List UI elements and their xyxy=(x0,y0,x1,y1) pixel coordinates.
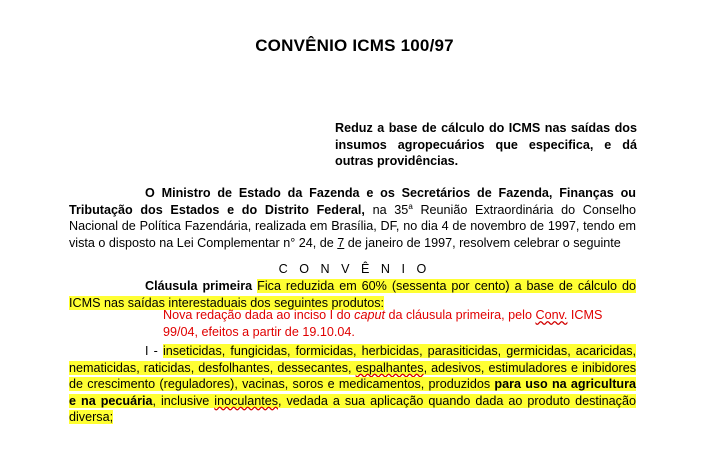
inciso-part-3: , inclusive xyxy=(152,393,215,408)
note-part-2: da cláusula primeira, pelo xyxy=(384,308,536,322)
convenio-heading: C O N V Ê N I O xyxy=(278,262,431,276)
preambulo xyxy=(69,185,636,251)
preambulo-bold: O Ministro de Estado da Fazenda e os Secretários de Fazenda, Finanças ou Tributação dos Estados e do Distrito Federal, xyxy=(69,186,636,217)
inciso-part-1: inseticidas, fungicidas, formicidas, herbicidas, parasiticidas, germicidas, acaricidas, nematicidas, raticidas, desfolhantes, dessecantes, xyxy=(69,344,636,375)
clausula-primeira-label: Cláusula primeira xyxy=(145,279,253,293)
preambulo-ordinal: a xyxy=(408,201,413,211)
inciso-part-4: , vedada a sua aplicação quando dada ao produto destinação diversa; xyxy=(69,393,636,424)
note-caput: caput xyxy=(354,308,385,322)
inciso-numeral: I - xyxy=(145,344,158,358)
document-title: CONVÊNIO ICMS 100/97 xyxy=(255,36,454,55)
redacao-note xyxy=(163,307,636,340)
note-part-1: Nova redação dada ao inciso I do xyxy=(163,308,355,322)
clausula-primeira-text: Fica reduzida em 60% (sessenta por cento) a base de cálculo do ICMS nas saídas interestaduais dos seguintes produtos: xyxy=(69,279,637,310)
inciso-part-2: , adesivos, estimuladores e inibidores de crescimento (reguladores), vacinas, soros e medicamentos, produzidos xyxy=(69,360,636,391)
inciso-espalhantes: espalhantes xyxy=(355,360,424,375)
preambulo-seven: 7 xyxy=(337,235,345,250)
ementa: Reduz a base de cálculo do ICMS nas saídas dos insumos agropecuários que especifica, e dá outras providências. xyxy=(335,121,637,168)
inciso-i xyxy=(69,343,636,426)
note-part-3: ICMS 99/04, efeitos a partir de 19.10.04. xyxy=(163,308,603,339)
inciso-inoculantes: inoculantes xyxy=(214,393,279,408)
preambulo-text-2: de janeiro de 1997, resolvem celebrar o seguinte xyxy=(344,235,621,250)
note-conv-link: Conv. xyxy=(535,308,568,322)
preambulo-text-1: Reunião Extraordinária do Conselho Nacional de Política Fazendária, realizada em Brasília, DF, no dia 4 de novembro de 1997, tendo em vista o disposto na Lei Complementar n° 24, de xyxy=(69,202,637,250)
preambulo-na: na 35 xyxy=(364,202,409,217)
inciso-bold: para uso na agricultura e na pecuária xyxy=(69,377,636,408)
